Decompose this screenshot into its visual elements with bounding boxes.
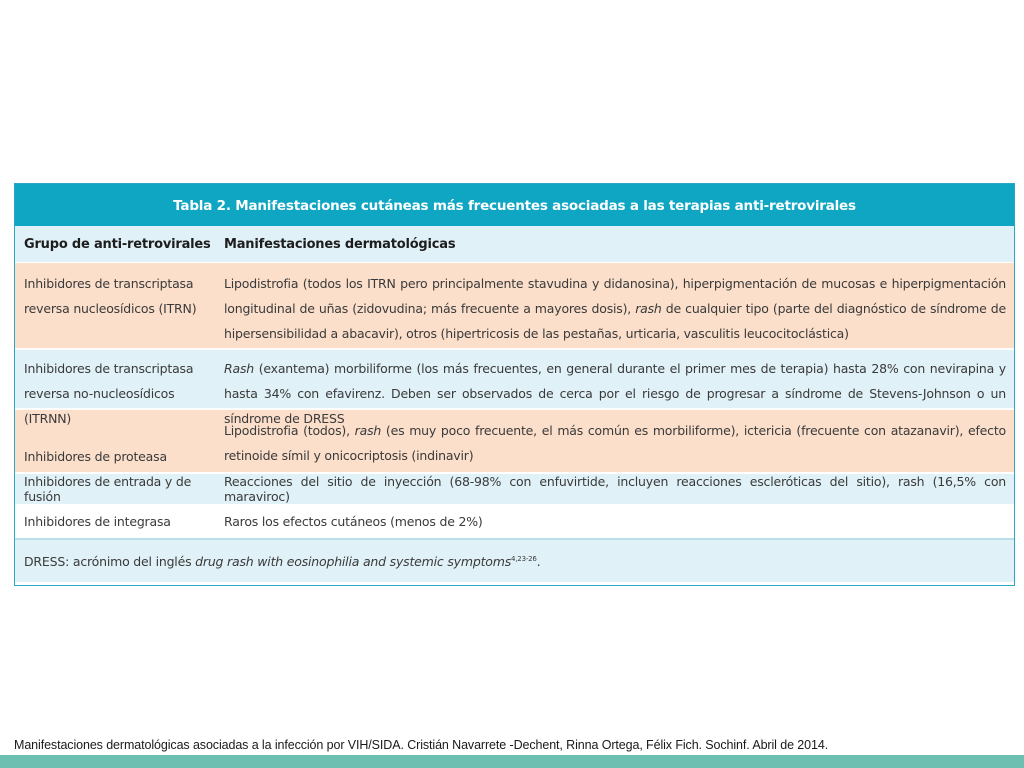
row-manifestations: [224, 356, 1014, 426]
text-segment: (exantema) morbiliforme (los más frecuentes, en general durante el primer mes de terapia) hasta 28% con nevirapina y hasta 34% con efavirenz. Deben ser observados de cerca por el riesgo de progresar a síndrome de Stevens-Johnson o un síndrome de DRESS: [224, 361, 1006, 426]
table-footnote: [15, 538, 1014, 582]
italic-segment: rash: [354, 423, 382, 438]
bottom-accent-bar: [0, 755, 1024, 768]
footnote-references: 4,23-26: [511, 554, 537, 563]
row-manifestations: [224, 271, 1014, 348]
footnote-text: [24, 554, 540, 569]
dermatology-table: [14, 183, 1015, 586]
text-segment: de cualquier tipo (parte del diagnóstico de síndrome de hipersensibilidad a abacavir), otros (hipertricosis de las pestañas, urticaria, vasculitis leucocitoclástica): [224, 301, 1006, 341]
table-row-integrase: [15, 504, 1014, 538]
italic-segment: Rash: [224, 361, 254, 376]
row-manifestations: Raros los efectos cutáneos (menos de 2%): [224, 513, 483, 529]
row-group: Inhibidores de entrada y de fusión: [24, 474, 192, 504]
table-row-fusion: [15, 472, 1014, 504]
text-segment: Lipodistrofia (todos los ITRN pero principalmente stavudina y didanosina), hiperpigmentación de mucosas e hiperpigmentación longitudinal de uñas (zidovudina; más frecuente a mayores dosis),: [224, 276, 1006, 316]
table-row-itrnn: [15, 348, 1014, 426]
table-row-protease: [15, 408, 1014, 472]
table-header-row: [15, 226, 1014, 262]
row-group: Inhibidores de transcriptasa reversa no-nucleosídicos (ITRNN): [24, 361, 194, 426]
header-group: Grupo de anti-retrovirales: [24, 236, 211, 252]
footnote-italic: drug rash with eosinophilia and systemic symptoms: [195, 553, 512, 569]
table-row-itrn: [15, 262, 1014, 348]
row-group: Inhibidores de transcriptasa reversa nucleosídicos (ITRN): [24, 276, 197, 316]
row-manifestations: Reacciones del sitio de inyección (68-98% con enfuvirtide, incluyen reacciones escleróticas del sitio), rash (16,5% con maraviroc): [224, 474, 1006, 504]
slide-caption: Manifestaciones dermatológicas asociadas a la infección por VIH/SIDA. Cristián Navarrete -Dechent, Rinna Ortega, Félix Fich. Sochinf. Abril de 2014.: [14, 738, 829, 752]
footnote-suffix: .: [536, 553, 541, 569]
row-group: Inhibidores de integrasa: [24, 513, 171, 529]
row-group: Inhibidores de proteasa: [24, 449, 167, 464]
table-title: Tabla 2. Manifestaciones cutáneas más frecuentes asociadas a las terapias anti-retrovirales: [15, 184, 1014, 226]
italic-segment: rash: [635, 301, 662, 316]
footnote-prefix: DRESS: acrónimo del inglés: [24, 553, 196, 569]
text-segment: Lipodistrofia (todos),: [224, 423, 355, 438]
header-manifestations: Manifestaciones dermatológicas: [224, 236, 456, 252]
row-manifestations: [224, 418, 1014, 472]
text-segment: (es muy poco frecuente, el más común es morbiliforme), ictericia (frecuente con atazanavir), efecto retinoide símil y onicocriptosis (indinavir): [224, 423, 1006, 463]
